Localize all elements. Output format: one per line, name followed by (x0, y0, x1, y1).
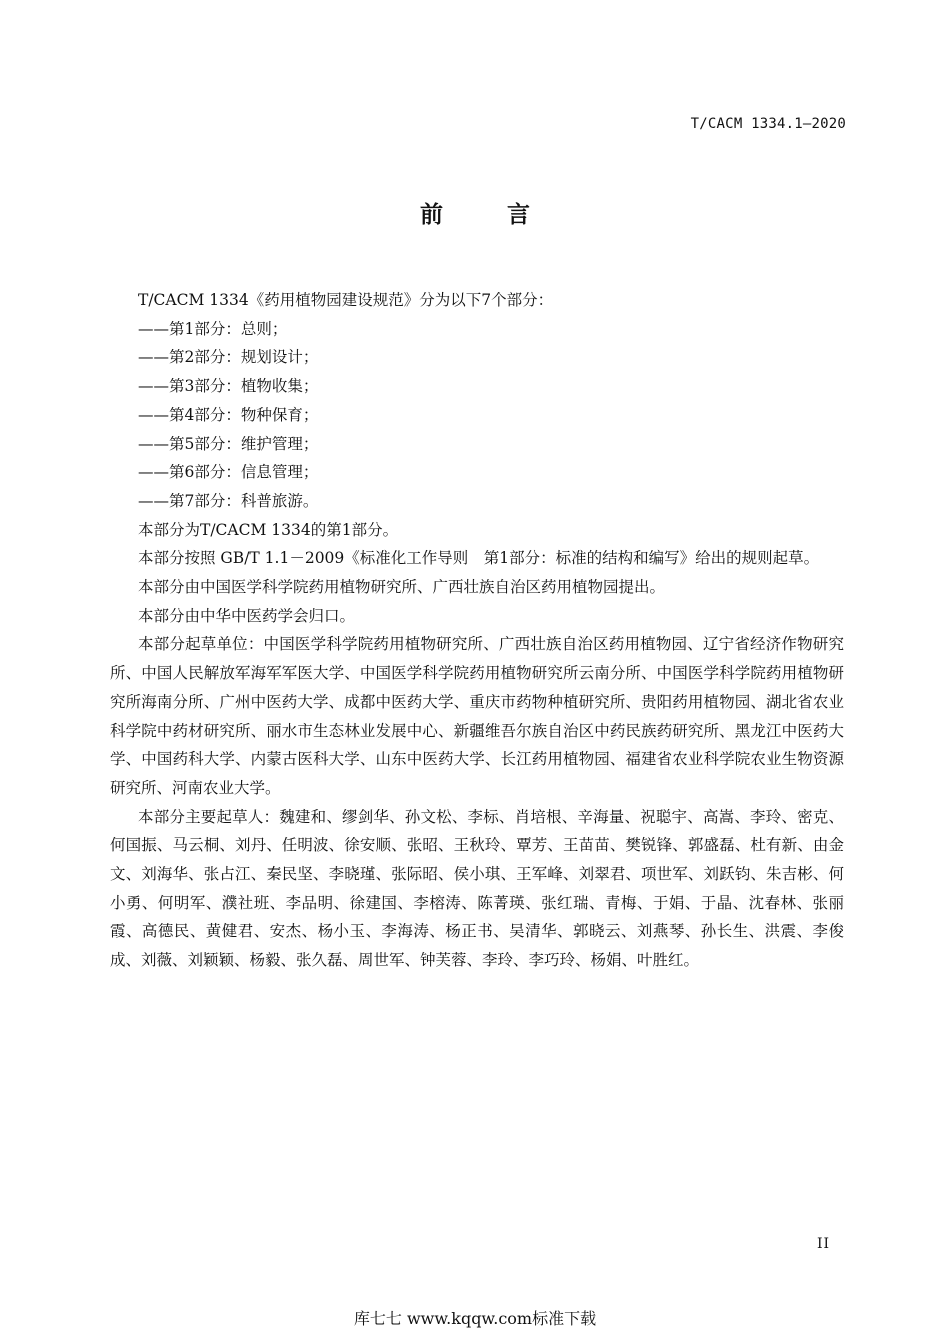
list-item-part-1: ——第1部分：总则； (138, 319, 288, 338)
page-number: II (816, 1236, 830, 1252)
paragraph-proposer: 本部分由中国医学科学院药用植物研究所、广西壮族自治区药用植物园提出。 (138, 578, 666, 597)
footer-watermark: 库七七 www.kqqw.com标准下载 (353, 1309, 597, 1328)
paragraph-intro: T/CACM 1334《药用植物园建设规范》分为以下7个部分： (138, 291, 554, 309)
paragraph-drafting-units: 本部分起草单位：中国医学科学院药用植物研究所、广西壮族自治区药用植物园、辽宁省经济作物研究所、中国人民解放军海军军医大学、中国医学科学院药用植物研究所云南分所、中国医学科学院药用植物研究所海南分所、广州中医药大学、成都中医药大学、重庆市药物种植研究所、贵阳药用植物园、湖北省农业科学院中药材研究所、丽水市生态林业发展中心、新疆维吾尔族自治区中药民族药研究所、黑龙江中医药大学、中国药科大学、内蒙古医科大学、山东中医药大学、长江药用植物园、福建省农业科学院农业生物资源研究所、河南农业大学。 (110, 635, 844, 797)
paragraph-part-statement: 本部分为T/CACM 1334的第1部分。 (138, 520, 399, 539)
list-item-part-2: ——第2部分：规划设计； (138, 348, 319, 367)
list-item-part-3: ——第3部分：植物收集； (138, 377, 319, 396)
document-body (110, 286, 844, 975)
paragraph-centralized: 本部分由中华中医药学会归口。 (138, 606, 356, 625)
list-item-part-5: ——第5部分：维护管理； (138, 434, 319, 453)
list-item-part-4: ——第4部分：物种保育； (138, 405, 319, 424)
paragraph-drafting-rules: 本部分按照 GB/T 1.1－2009《标准化工作导则 第1部分：标准的结构和编写》给出的规则起草。 (138, 549, 820, 568)
list-item-part-6: ——第6部分：信息管理； (138, 463, 319, 482)
paragraph-drafters: 本部分主要起草人：魏建和、缪剑华、孙文松、李标、肖培根、辛海量、祝聪宇、高嵩、李玲、密克、何国振、马云桐、刘丹、任明波、徐安顺、张昭、王秋玲、覃芳、王苗苗、樊锐锋、郭盛磊、杜有新、由金文、刘海华、张占江、秦民坚、李晓瑾、张际昭、侯小琪、王军峰、刘翠君、项世军、刘跃钧、朱吉彬、何小勇、何明军、濮社班、李品明、徐建国、李榕涛、陈菁瑛、张红瑞、青梅、于娟、于晶、沈春林、张丽霞、高德民、黄健君、安杰、杨小玉、李海涛、杨正书、吴清华、郭晓云、刘燕琴、孙长生、洪震、李俊成、刘薇、刘颖颖、杨毅、张久磊、周世军、钟芙蓉、李玲、李巧玲、杨娟、叶胜红。 (110, 807, 844, 970)
document-code: T/CACM 1334.1—2020 (690, 116, 846, 132)
list-item-part-7: ——第7部分：科普旅游。 (138, 491, 319, 510)
page-title: 前 言 (419, 202, 558, 228)
